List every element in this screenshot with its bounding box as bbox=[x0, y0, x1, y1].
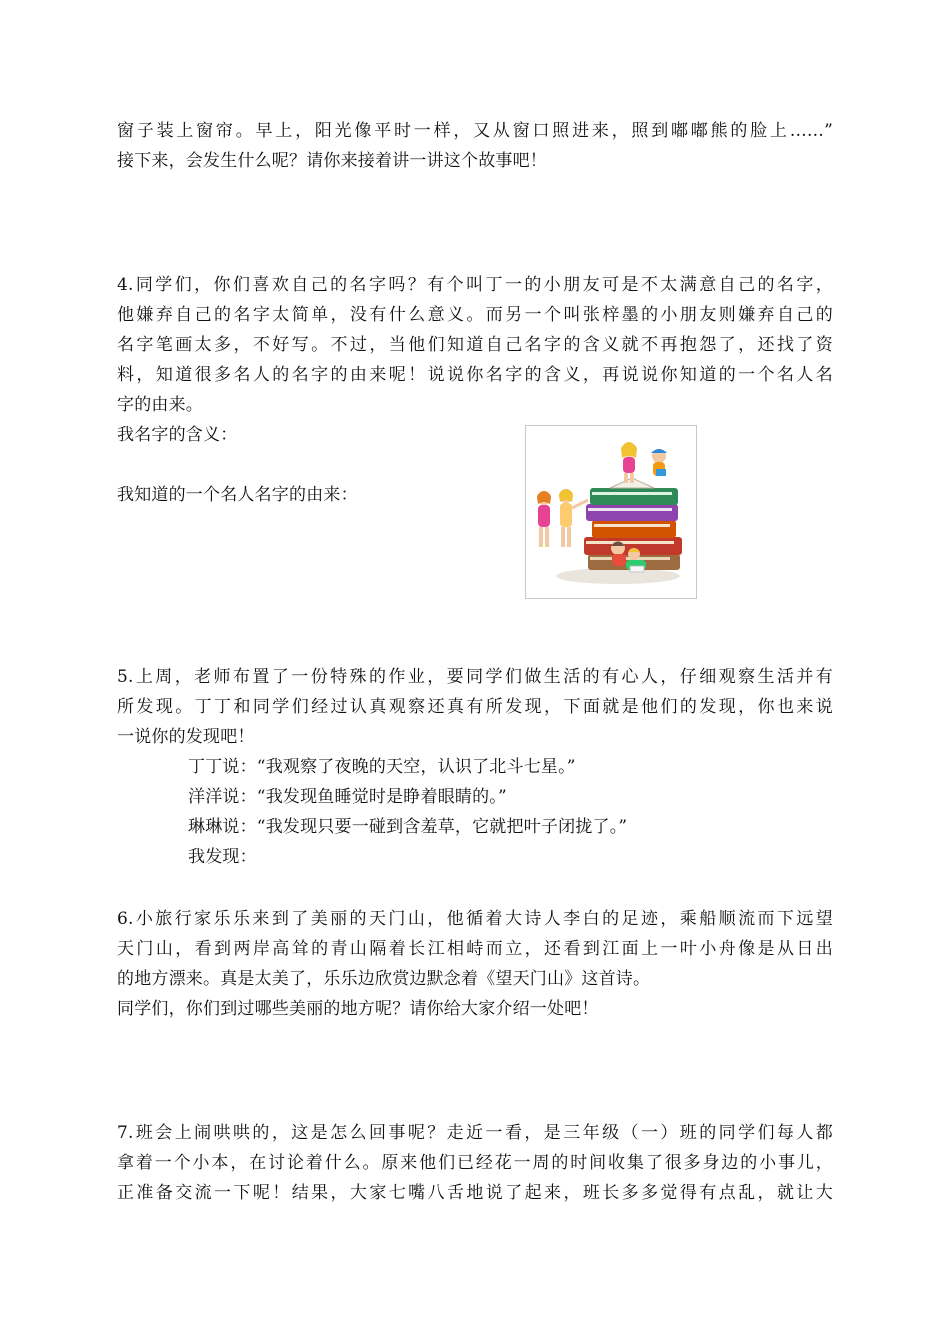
q7-line-1: 7.班会上闹哄哄的，这是怎么回事呢？走近一看，是三年级（一）班的同学们每人都 bbox=[117, 1123, 833, 1143]
children-reading-illustration bbox=[525, 425, 697, 599]
q4-famous-name-label: 我知道的一个名人名字的由来： bbox=[117, 485, 358, 505]
q6-line-4: 同学们，你们到过哪些美丽的地方呢？请你给大家介绍一处吧！ bbox=[117, 999, 599, 1019]
children-reading-on-books-illustration bbox=[526, 426, 696, 598]
q6-line-2: 天门山，看到两岸高耸的青山隔着长江相峙而立，还看到江面上一叶小舟像是从日出 bbox=[117, 939, 833, 959]
q7-line-3: 正准备交流一下呢！结果，大家七嘴八舌地说了起来，班长多多觉得有点乱，就让大 bbox=[117, 1183, 833, 1203]
q5-dingding-quote: 丁丁说：“我观察了夜晚的天空，认识了北斗七星。” bbox=[188, 757, 576, 777]
q3-line-2: 接下来，会发生什么呢？请你来接着讲一讲这个故事吧！ bbox=[117, 151, 547, 171]
q5-my-discovery-label: 我发现： bbox=[188, 847, 257, 867]
q6-line-1: 6.小旅行家乐乐来到了美丽的天门山，他循着大诗人李白的足迹，乘船顺流而下远望 bbox=[117, 909, 833, 929]
q4-name-meaning-label: 我名字的含义： bbox=[117, 425, 238, 445]
q5-linlin-quote: 琳琳说：“我发现只要一碰到含羞草，它就把叶子闭拢了。” bbox=[188, 817, 628, 837]
q6-line-3: 的地方漂来。真是太美了，乐乐边欣赏边默念着《望天门山》这首诗。 bbox=[117, 969, 651, 989]
q4-line-5: 字的由来。 bbox=[117, 395, 203, 415]
q4-line-1: 4.同学们，你们喜欢自己的名字吗？有个叫丁一的小朋友可是不太满意自己的名字， bbox=[117, 275, 833, 295]
q5-line-1: 5.上周，老师布置了一份特殊的作业，要同学们做生活的有心人，仔细观察生活并有 bbox=[117, 667, 833, 687]
q4-line-4: 料，知道很多名人的名字的由来呢！说说你名字的含义，再说说你知道的一个名人名 bbox=[117, 365, 833, 385]
q7-line-2: 拿着一个小本，在讨论着什么。原来他们已经花一周的时间收集了很多身边的小事儿， bbox=[117, 1153, 833, 1173]
q3-line-1: 窗子装上窗帘。早上，阳光像平时一样，又从窗口照进来，照到嘟嘟熊的脸上……” bbox=[117, 121, 833, 141]
q5-line-3: 一说你的发现吧！ bbox=[117, 727, 255, 747]
q5-yangyang-quote: 洋洋说：“我发现鱼睡觉时是睁着眼睛的。” bbox=[188, 787, 507, 807]
q5-line-2: 所发现。丁丁和同学们经过认真观察还真有所发现，下面就是他们的发现，你也来说 bbox=[117, 697, 833, 717]
q4-line-2: 他嫌弃自己的名字太简单，没有什么意义。而另一个叫张梓墨的小朋友则嫌弃自己的 bbox=[117, 305, 833, 325]
q4-line-3: 名字笔画太多，不好写。不过，当他们知道自己名字的含义就不再抱怨了，还找了资 bbox=[117, 335, 833, 355]
